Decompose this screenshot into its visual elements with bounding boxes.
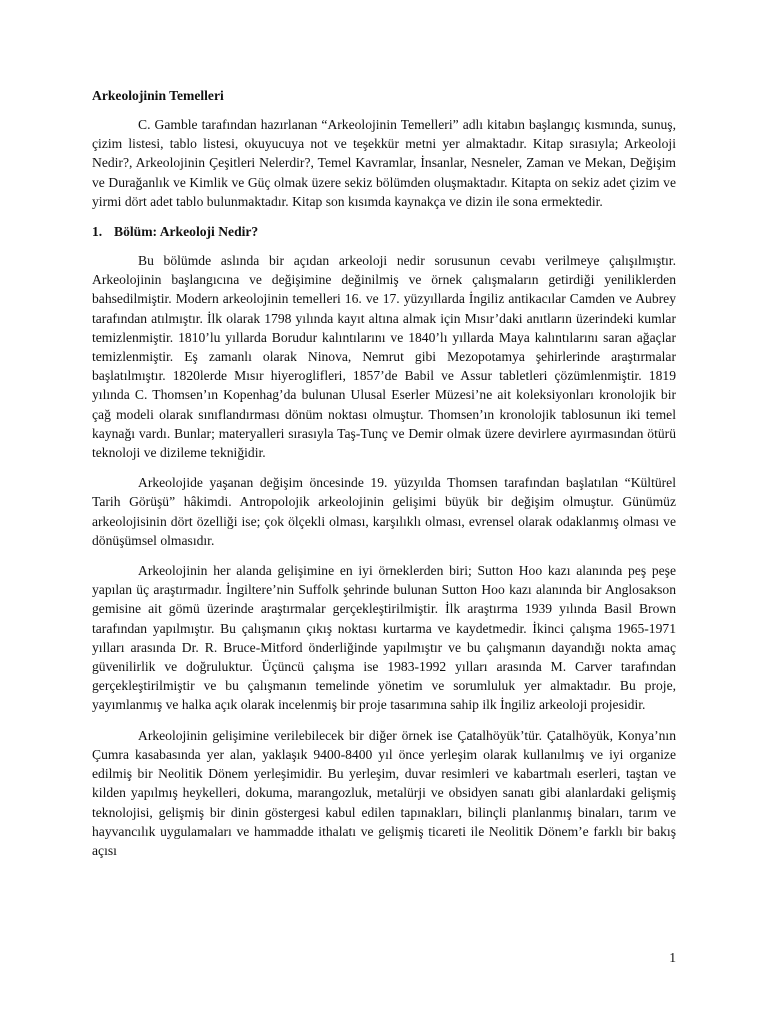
section-paragraph-3: Arkeolojinin her alanda gelişimine en iyi örneklerden biri; Sutton Hoo kazı alanında peş peşe yapılan üç araştırmadır. İngiltere’nin Suffolk şehrinde bulunan Sutton Hoo kazı alanında bir Anglosakson gemisine ait gömü üzerinde araştırmalar gerçekleştirilmiştir. İlk araştırma 1939 yılında Basil Brown tarafından yapılmıştır. Bu çalışmanın çıkış noktası kurtarma ve kaydetmedir. İkinci çalışma 1965-1971 yılları arasında Dr. R. Bruce-Mitford önderliğinde yapılmıştır ve bu çalışmanın dayandığı nokta amaç güvenilirlik ve doğruluktur. Üçüncü çalışma ise 1983-1992 yılları arasında M. Carver tarafından gerçekleştirilmiştir ve bu çalışmanın temelinde yönetim ve sorumluluk yer almaktadır. Bu proje, yayımlanmış ve halka açık olarak incelenmiş bir proje tasarımına sahip ilk İngiliz arkeoloji projesidir. xyxy=(92,563,676,713)
section-heading xyxy=(92,222,676,241)
document-title: Arkeolojinin Temelleri xyxy=(92,88,224,103)
page-number: 1 xyxy=(669,950,676,965)
intro-paragraph: C. Gamble tarafından hazırlanan “Arkeolojinin Temelleri” adlı kitabın başlangıç kısmında, sunuş, çizim listesi, tablo listesi, okuyucuya not ve teşekkür metni yer almaktadır. Kitap sırasıyla; Arkeoloji Nedir?, Arkeolojinin Çeşitleri Nelerdir?, Temel Kavramlar, İnsanlar, Nesneler, Zaman ve Mekan, Değişim ve Durağanlık ve Kimlik ve Güç olmak üzere sekiz bölümden oluşmaktadır. Kitapta on sekiz adet çizim ve yirmi dört adet tablo bulunmaktadır. Kitap son kısımda kaynakça ve dizin ile sona ermektedir. xyxy=(92,117,676,209)
section-paragraph-4: Arkeolojinin gelişimine verilebilecek bir diğer örnek ise Çatalhöyük’tür. Çatalhöyük, Konya’nın Çumra kasabasında yer alan, yaklaşık 9400-8400 yıl önce yerleşim olarak kullanılmış ve iyi organize edilmiş bir Neolitik Dönem yerleşimidir. Bu yerleşim, duvar resimleri ve kabartmalı eserleri, taştan ve kilden yapılmış heykelleri, dokuma, marangozluk, metalürji ve obsidyen sanatı gibi alanlardaki gelişmiş teknolojisi, gelişmiş bir dinin göstergesi kabul edilen tapınakları, bilinçli planlanmış binaları, tarım ve hayvancılık uygulamaları ve hammadde ithalatı ve gelişmiş ticareti ile Neolitik Dönem’e farklı bir bakış açısı xyxy=(92,727,676,858)
section-number: 1. xyxy=(92,224,103,240)
document-page xyxy=(92,86,676,871)
section-title: Bölüm: Arkeoloji Nedir? xyxy=(114,224,259,240)
section-paragraph-2: Arkeolojide yaşanan değişim öncesinde 19. yüzyılda Thomsen tarafından başlatılan “Kültürel Tarih Görüşü” hâkimdi. Antropolojik arkeolojinin gelişimi büyük bir değişim olmuştur. Günümüz arkeolojisinin dört özelliği ise; çok ölçekli olması, karşılıklı olması, evrensel olarak odaklanmış olması ve dönüşümsel olmasıdır. xyxy=(92,475,676,548)
section-paragraph-1: Bu bölümde aslında bir açıdan arkeoloji nedir sorusunun cevabı verilmeye çalışılmıştır. Arkeolojinin başlangıcına ve değişimine değinilmiş ve örnek çalışmaların getirdiği yeniliklerden bahsedilmiştir. Modern arkeolojinin temelleri 16. ve 17. yüzyıllarda İngiliz antikacılar Camden ve Aubrey tarafından atılmıştır. İlk olarak 1798 yılında kayıt altına almak için Mısır’daki anıtların üzerindeki kumlar temizlenmiştir. 1810’lu yıllarda Borudur kalıntılarını ve 1840’lı yıllarda Maya kalıntılarını saran ağaçlar temizlenmiştir. Eş zamanlı olarak Ninova, Nemrut gibi Mezopotamya şehirlerinde araştırmalar başlatılmıştır. 1820lerde Mısır hiyeroglifleri, 1857’de Babil ve Assur tabletleri çözümlenmiştir. 1819 yılında C. Thomsen’ın Kopenhag’da bulunan Ulusal Eserler Müzesi’ne ait koleksiyonları kronolojik bir çağ modeli olarak sınıflandırması dönüm noktası olmuştur. Thomsen’ın kronolojik tablosunun iki temel kaynağı vardı. Bunlar; materyalleri sırasıyla Taş-Tunç ve Demir olmak üzere devirlere ayırmasından ötürü teknoloji ve dizileme tekniğidir. xyxy=(92,253,676,461)
